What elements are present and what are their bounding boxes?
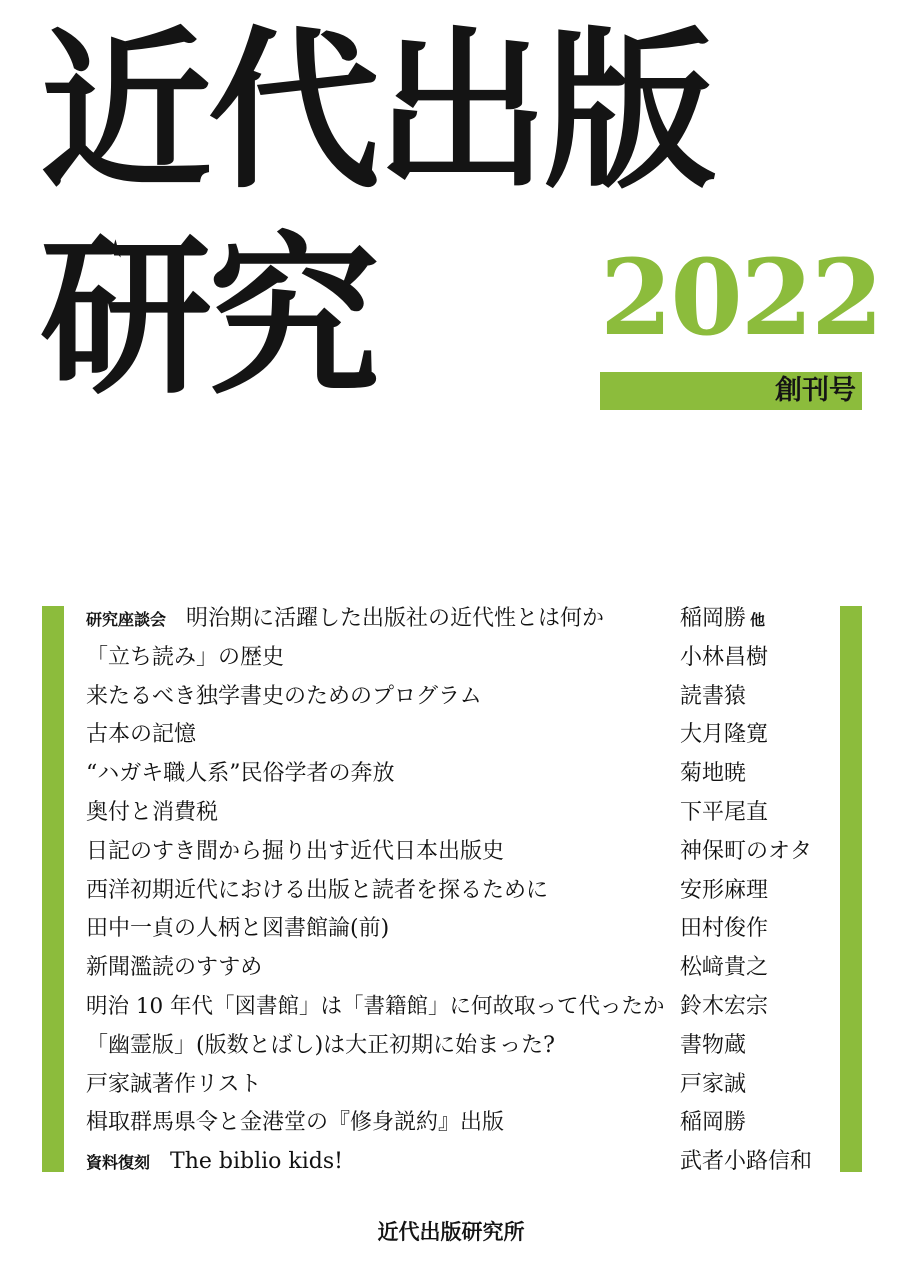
toc-entry <box>86 639 826 678</box>
toc-entry-title-text: 楫取群馬県令と金港堂の『修身説約』出版 <box>86 1110 505 1136</box>
toc-entry-title-text: 日記のすき間から掘り出す近代日本出版史 <box>86 838 505 864</box>
toc-entry-title <box>86 1066 262 1105</box>
toc-entry-title-text: 新聞濫読のすすめ <box>86 955 263 981</box>
toc-entry <box>86 872 826 911</box>
toc-entry <box>86 678 826 717</box>
cover-title-line-2: 研究 <box>40 217 376 418</box>
toc-entry-title <box>86 1143 343 1183</box>
toc-entry-author <box>680 833 812 872</box>
toc-entry-author-name: 稲岡勝 <box>680 1110 747 1136</box>
toc-entry-author <box>680 1104 746 1143</box>
toc-entry-title-text: 来たるべき独学書史のためのプログラム <box>86 683 482 709</box>
toc-entry-title-text: 明治 10 年代「図書館」は「書籍館」に何故取って代ったか <box>86 993 665 1019</box>
toc-entry-title <box>86 1027 555 1066</box>
cover-title-line-1: 近代出版 <box>40 11 712 212</box>
toc-entry-author <box>680 910 768 949</box>
toc-entry <box>86 716 826 755</box>
toc-entry-author-name: 書物蔵 <box>680 1032 747 1058</box>
toc-entry-author <box>680 678 746 717</box>
toc-entry-author-name: 稲岡勝 <box>680 606 747 631</box>
toc-entry <box>86 1143 826 1182</box>
toc-entry-author-name: 鈴木宏宗 <box>680 993 769 1019</box>
toc-entry-author-suffix: 他 <box>750 611 766 629</box>
toc-entry-author <box>680 716 768 755</box>
toc-entry <box>86 755 826 794</box>
toc-entry-author <box>680 600 765 640</box>
toc-entry-author <box>680 639 768 678</box>
toc-entry-author-name: 読書猿 <box>680 683 747 709</box>
toc-right-accent-bar <box>840 606 862 1172</box>
toc-entry-title <box>86 872 548 911</box>
toc-left-accent-bar <box>42 606 64 1172</box>
toc-entry-author-name: 戸家誠 <box>680 1071 747 1097</box>
toc-entry-title <box>86 794 218 833</box>
toc-entry-author-name: 大月隆寛 <box>680 722 769 748</box>
toc-entry-author-name: 菊地暁 <box>680 761 747 787</box>
toc-entry-title <box>86 988 665 1027</box>
toc-entry-title <box>86 678 482 717</box>
toc-entry-title <box>86 949 262 988</box>
toc-entry-author-name: 田村俊作 <box>680 916 769 942</box>
table-of-contents <box>86 600 826 1182</box>
toc-entry <box>86 1066 826 1105</box>
toc-entry-title <box>86 755 395 794</box>
toc-entry-author-name: 小林昌樹 <box>680 644 769 670</box>
toc-entry-author <box>680 1027 746 1066</box>
toc-entry-title-text: 「立ち読み」の歴史 <box>86 644 285 670</box>
toc-entry-category: 研究座談会 <box>86 610 167 629</box>
toc-entry-author <box>680 755 746 794</box>
toc-entry-author-name: 神保町のオタ <box>680 838 813 864</box>
toc-entry <box>86 600 826 639</box>
toc-entry-title-text: The biblio kids! <box>170 1149 343 1175</box>
toc-entry-title <box>86 716 196 755</box>
toc-entry-title-text: 奥付と消費税 <box>86 799 219 825</box>
toc-entry-title-text: 戸家誠著作リスト <box>86 1071 262 1097</box>
toc-entry-title-text: 「幽霊版」(版数とばし)は大正初期に始まった? <box>86 1032 555 1058</box>
toc-entry-title-text: 古本の記憶 <box>86 722 197 748</box>
toc-entry-author <box>680 872 768 911</box>
toc-entry-title-text: 明治期に活躍した出版社の近代性とは何か <box>186 606 605 631</box>
toc-entry-author-name: 下平尾直 <box>680 799 769 825</box>
toc-entry-title <box>86 910 389 949</box>
toc-entry-title-text: 田中一貞の人柄と図書館論(前) <box>86 916 390 942</box>
toc-entry-title-text: “ハガキ職人系”民俗学者の奔放 <box>86 761 395 787</box>
toc-entry <box>86 1104 826 1143</box>
toc-entry-category: 資料復刻 <box>86 1153 151 1173</box>
toc-entry-author <box>680 794 768 833</box>
issue-label: 創刊号 <box>775 375 856 406</box>
toc-entry-title <box>86 1104 504 1143</box>
toc-entry <box>86 794 826 833</box>
toc-entry-title <box>86 833 504 872</box>
cover-year: 2022 <box>600 236 882 359</box>
toc-entry <box>86 988 826 1027</box>
toc-entry <box>86 1027 826 1066</box>
toc-entry-author-name: 松﨑貴之 <box>680 955 769 981</box>
publisher-name: 近代出版研究所 <box>377 1220 525 1244</box>
toc-entry-author <box>680 988 768 1027</box>
toc-entry-title <box>86 639 284 678</box>
toc-entry <box>86 833 826 872</box>
issue-label-bar <box>600 372 862 410</box>
toc-entry-title <box>86 600 604 640</box>
toc-entry-author <box>680 1143 812 1182</box>
toc-entry-author <box>680 949 768 988</box>
toc-entry-author <box>680 1066 746 1105</box>
toc-entry-author-name: 安形麻理 <box>680 877 769 903</box>
toc-entry <box>86 949 826 988</box>
toc-entry-title-text: 西洋初期近代における出版と読者を探るために <box>86 877 549 903</box>
toc-entry <box>86 910 826 949</box>
toc-entry-author-name: 武者小路信和 <box>680 1149 813 1175</box>
